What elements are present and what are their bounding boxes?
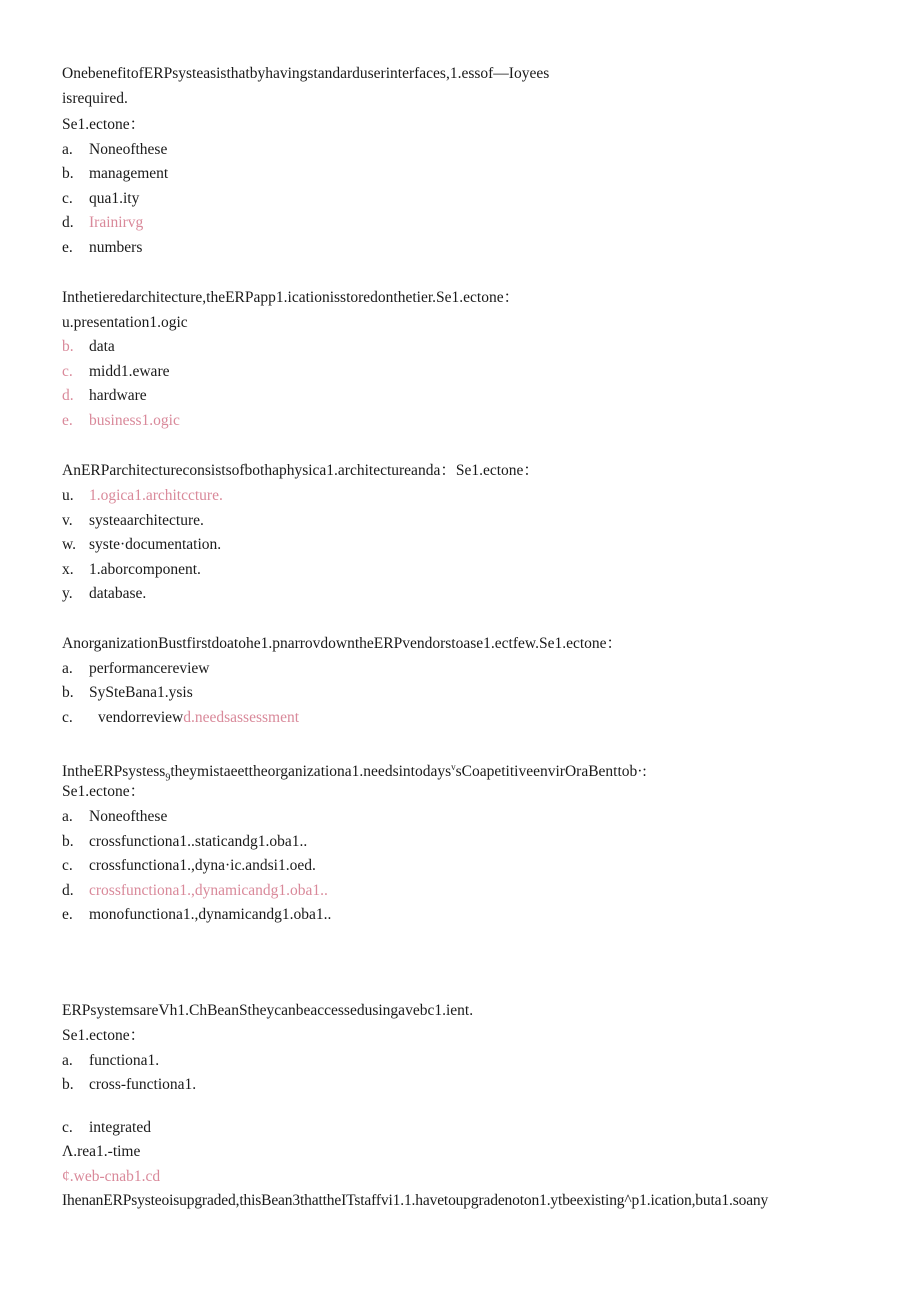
q1-stem-line2: isrequired. — [62, 90, 128, 107]
option-text: crossfunctiona1.,dyna·ic.andsi1.oed. — [89, 857, 316, 874]
option-text-highlighted: crossfunctiona1.,dynamicandg1.oba1.. — [89, 882, 328, 899]
q6-option-a[interactable] — [62, 1051, 159, 1071]
q7-stem-line1: IhenanERPsysteoisupgraded,thisBean3thattheITstaffvi1.1.havetoupgradenoton1.ytbeexisting^p1.ication,buta1.soany — [62, 1192, 769, 1209]
option-letter: d. — [62, 214, 74, 231]
q3-option-v[interactable] — [62, 511, 204, 531]
option-letter: y. — [62, 585, 73, 602]
option-letter: b. — [62, 165, 74, 182]
option-letter: c. — [62, 857, 73, 874]
q1-option-b[interactable] — [62, 164, 168, 184]
option-letter: c. — [62, 363, 73, 380]
q4-option-d-highlighted[interactable]: d.needsassessment — [183, 709, 300, 726]
option-text-highlighted: Irainirvg — [89, 214, 144, 231]
q6-option-e-highlighted[interactable]: ¢.web-cnab1.cd — [62, 1168, 161, 1185]
q5-stem-part: theymistaeettheorganizationa1.needsintodays — [170, 763, 452, 781]
option-letter: c. — [62, 709, 73, 726]
option-letter: b. — [62, 338, 74, 355]
option-text: SySteBana1.ysis — [89, 684, 193, 701]
q1-option-d[interactable] — [62, 213, 143, 233]
q1-option-e[interactable] — [62, 238, 142, 258]
q2-option-b[interactable] — [62, 337, 115, 357]
option-letter: v. — [62, 512, 73, 529]
q3-option-y[interactable] — [62, 584, 146, 604]
q5-select-prompt: Se1.ectone： — [62, 783, 146, 800]
q5-option-d[interactable] — [62, 881, 328, 901]
q2-option-c[interactable] — [62, 362, 169, 382]
q3-option-w[interactable] — [62, 535, 221, 555]
q2-option-e[interactable] — [62, 411, 180, 431]
option-letter: a. — [62, 141, 73, 158]
option-letter: d. — [62, 387, 74, 404]
q3-option-u[interactable] — [62, 486, 223, 506]
option-text: hardware — [89, 387, 147, 404]
option-text: systeaarchitecture. — [89, 512, 204, 529]
q5-stem-sub: 9 — [165, 772, 171, 784]
q4-stem-line1: AnorganizationBustfirstdoatohe1.pnarrovdowntheERPvendorstoase1.ectfew.Se1.ectone： — [62, 635, 623, 652]
option-text: monofunctiona1.,dynamicandg1.oba1.. — [89, 906, 332, 923]
q5-option-a[interactable] — [62, 807, 167, 827]
q5-option-c[interactable] — [62, 856, 316, 876]
q1-select-prompt: Se1.ectone： — [62, 116, 146, 133]
q4-option-b[interactable] — [62, 683, 193, 703]
option-letter: d. — [62, 882, 74, 899]
option-letter: e. — [62, 906, 73, 923]
option-letter: b. — [62, 684, 74, 701]
q2-stem-line1: Inthetieredarchitecture,theERPapp1.icationisstoredonthetier.Se1.ectone： — [62, 289, 520, 306]
option-text: cross-functiona1. — [89, 1076, 197, 1093]
option-text: crossfunctiona1..staticandg1.oba1.. — [89, 833, 308, 850]
option-text-highlighted: 1.ogica1.architccture. — [89, 487, 223, 504]
q2-option-a[interactable]: u.presentation1.ogic — [62, 314, 188, 331]
q5-stem-part: IntheERPsystess — [62, 763, 166, 781]
option-letter: c. — [62, 1119, 73, 1136]
option-letter: b. — [62, 833, 74, 850]
option-letter: u. — [62, 487, 74, 504]
option-text: integrated — [89, 1119, 151, 1136]
q4-option-a[interactable] — [62, 659, 209, 679]
q4-option-c[interactable] — [62, 708, 299, 728]
option-letter: a. — [62, 660, 73, 677]
option-text: syste·documentation. — [89, 536, 222, 553]
q3-stem-line1: AnERParchitectureconsistsofbothaphysica1.architectureanda：Se1.ectone： — [62, 462, 539, 479]
option-letter: a. — [62, 808, 73, 825]
q5-option-b[interactable] — [62, 832, 307, 852]
option-text: functiona1. — [89, 1052, 160, 1069]
q5-stem-part: sCoapetitiveenvirOraBenttob·: — [455, 763, 647, 781]
option-text: numbers — [89, 239, 143, 256]
q1-option-a[interactable] — [62, 140, 167, 160]
option-letter: e. — [62, 412, 73, 429]
option-text: midd1.eware — [89, 363, 170, 380]
option-letter: c. — [62, 190, 73, 207]
option-text: qua1.ity — [89, 190, 140, 207]
option-letter: w. — [62, 536, 77, 553]
option-text: data — [89, 338, 115, 355]
option-text: 1.aborcomponent. — [89, 561, 201, 578]
q2-option-d[interactable] — [62, 386, 147, 406]
option-letter: x. — [62, 561, 74, 578]
option-text: performancereview — [89, 660, 210, 677]
q6-option-c[interactable] — [62, 1118, 151, 1138]
option-text: vendorreview — [98, 709, 184, 726]
option-text: Noneofthese — [89, 141, 168, 158]
option-letter: b. — [62, 1076, 74, 1093]
q6-stem-line1: ERPsystemsareVh1.ChBeanStheycanbeaccessedusingavebc1.ient. — [62, 1002, 474, 1019]
q6-option-b[interactable] — [62, 1075, 196, 1095]
option-text: database. — [89, 585, 147, 602]
option-letter: a. — [62, 1052, 73, 1069]
q6-select-prompt: Se1.ectone： — [62, 1027, 146, 1044]
q6-option-d[interactable]: Λ.rea1.-time — [62, 1143, 141, 1160]
option-text-highlighted: business1.ogic — [89, 412, 180, 429]
q1-option-c[interactable] — [62, 189, 139, 209]
q1-stem-line1: OnebenefitofERPsysteasisthatbyhavingstandarduserinterfaces,1.essof—Ioyees — [62, 65, 550, 82]
option-letter: e. — [62, 239, 73, 256]
q5-stem-line1 — [62, 757, 647, 788]
q5-stem-sup: v — [451, 762, 456, 772]
option-text: management — [89, 165, 169, 182]
option-text: Noneofthese — [89, 808, 168, 825]
q5-option-e[interactable] — [62, 905, 331, 925]
q3-option-x[interactable] — [62, 560, 201, 580]
